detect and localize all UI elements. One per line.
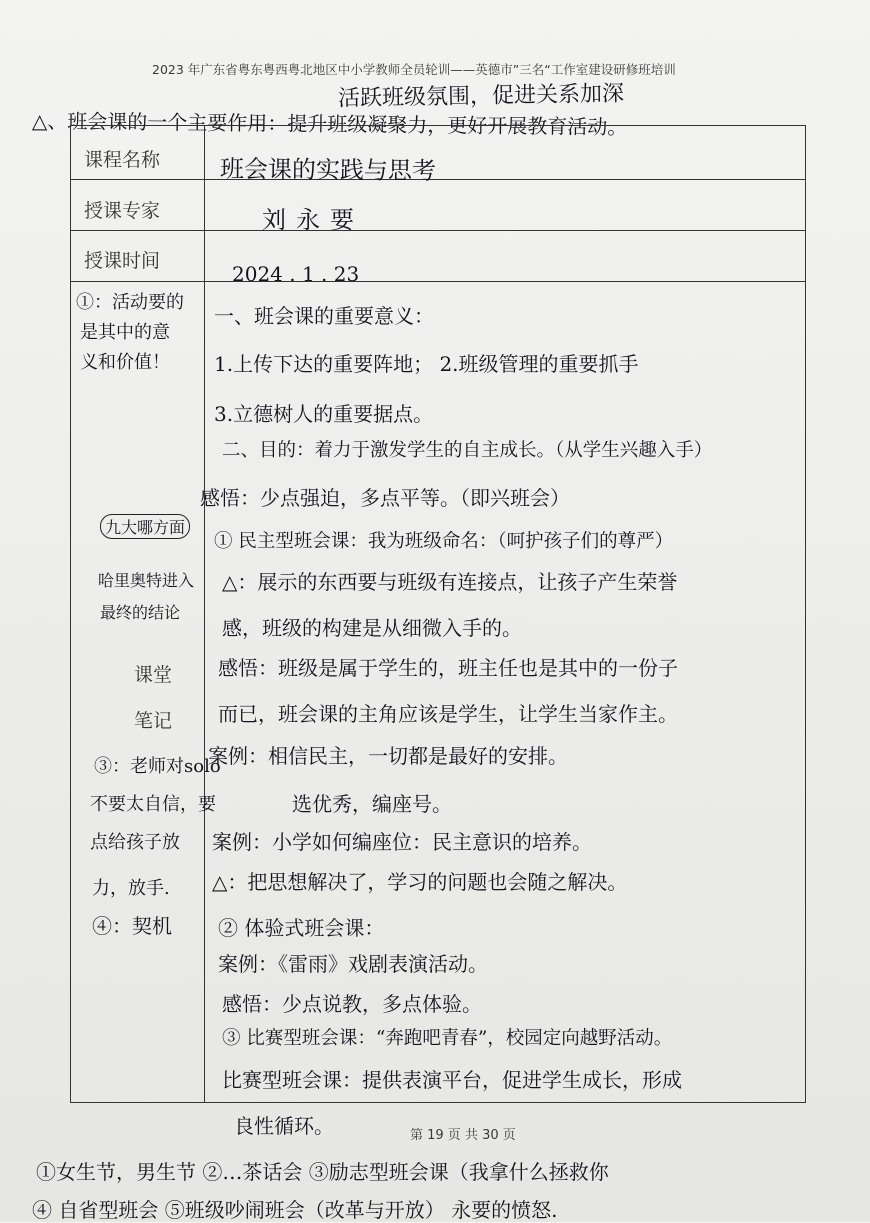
note-line-8: 感，班级的构建是从细微入手的。 xyxy=(222,616,522,640)
note-line-18: ③ 比赛型班会课：“奔跑吧青春”，校园定向越野活动。 xyxy=(222,1028,673,1049)
note-line-19: 比赛型班会课：提供表演平台，促进学生成长，形成 xyxy=(222,1068,682,1092)
note-line-2: 1.上传下达的重要阵地； 2.班级管理的重要抓手 xyxy=(214,352,639,376)
note-line-16: 案例：《雷雨》戏剧表演活动。 xyxy=(218,952,488,976)
margin-note-q1-line3: 义和价值！ xyxy=(80,352,170,373)
notes-label-2: 笔记 xyxy=(134,710,173,732)
expert-label: 授课专家 xyxy=(84,200,161,222)
note-line-7: △：展示的东西要与班级有连接点，让孩子产生荣誉 xyxy=(222,570,678,594)
handwritten-note-heading: △、班会课的一个主要作用：提升班级凝聚力，更好开展教育活动。 xyxy=(31,108,628,140)
margin-note-q2-line1: 哈里奥特进入 xyxy=(98,571,195,590)
page-number: 第 19 页 共 30 页 xyxy=(410,1128,516,1143)
note-line-13: 案例：小学如何编座位：民主意识的培养。 xyxy=(212,830,592,854)
margin-note-q3-line1: ③：老师对solo xyxy=(94,756,221,777)
note-line-6: ① 民主型班会课：我为班级命名：（呵护孩子们的尊严） xyxy=(214,531,674,552)
course-name-label: 课程名称 xyxy=(84,149,161,171)
note-line-9: 感悟：班级是属于学生的，班主任也是其中的一份子 xyxy=(218,656,678,680)
time-value: 2024 . 1 . 23 xyxy=(232,262,360,286)
margin-note-q3-line3: 点给孩子放 xyxy=(90,832,180,853)
note-line-20: 良性循环。 xyxy=(234,1114,334,1138)
note-line-15: ② 体验式班会课： xyxy=(218,916,385,940)
expert-value: 刘永要 xyxy=(262,206,364,234)
margin-note-q1-line1: ①：活动要的 xyxy=(76,292,184,313)
note-line-1: 一、班会课的重要意义： xyxy=(214,304,434,328)
margin-note-q3-line4: 力，放手. xyxy=(92,878,170,899)
margin-note-q3-line2: 不要太自信，要 xyxy=(90,794,216,815)
note-line-17: 感悟：少点说教，多点体验。 xyxy=(222,992,482,1016)
note-line-14: △：把思想解决了，学习的问题也会随之解决。 xyxy=(212,870,628,894)
page-header: 2023 年广东省粤东粤西粤北地区中小学教师全员轮训——英德市”三名“工作室建设研修班培训 xyxy=(152,62,676,77)
note-line-11: 案例：相信民主，一切都是最好的安排。 xyxy=(208,744,568,768)
margin-note-q4: ④：契机 xyxy=(92,914,172,938)
margin-note-q2-title xyxy=(100,514,190,539)
note-line-5: 感悟：少点强迫，多点平等。（即兴班会） xyxy=(200,486,570,510)
circled-text: 九大哪方面 xyxy=(100,514,190,539)
margin-note-q1-line2: 是其中的意 xyxy=(80,322,170,343)
bottom-note-line-1: ①女生节，男生节 ②…茶话会 ③励志型班会课（我拿什么拯救你 xyxy=(36,1160,609,1184)
notes-label-1: 课堂 xyxy=(134,664,173,686)
note-line-10: 而已，班会课的主角应该是学生，让学生当家作主。 xyxy=(218,702,678,726)
note-line-3: 3.立德树人的重要据点。 xyxy=(214,402,434,426)
bottom-note-line-2: ④ 自省型班会 ⑤班级吵闹班会（改革与开放） 永要的愤怒. xyxy=(32,1198,558,1222)
time-label: 授课时间 xyxy=(84,250,161,272)
margin-note-q2-line2: 最终的结论 xyxy=(100,603,181,622)
course-name-value: 班会课的实践与思考 xyxy=(219,155,437,185)
handwritten-note-top: 活跃班级氛围，促进关系加深 xyxy=(337,81,625,112)
note-line-12: 选优秀，编座号。 xyxy=(292,792,452,816)
note-line-4: 二、目的：着力于激发学生的自主成长。（从学生兴趣入手） xyxy=(222,440,713,461)
